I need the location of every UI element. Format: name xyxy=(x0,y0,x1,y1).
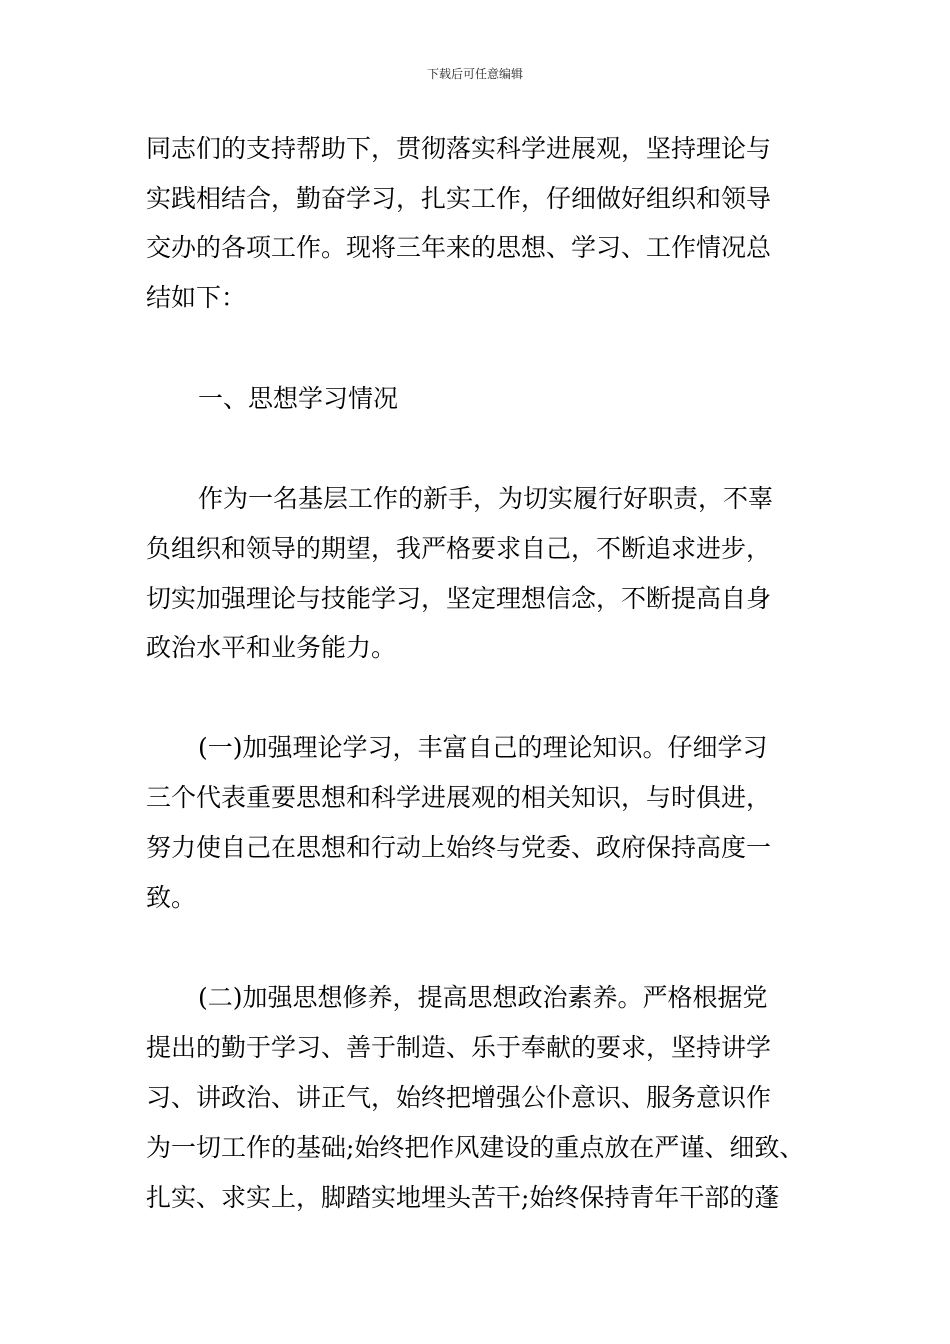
body-line-13: 致。 xyxy=(146,883,197,912)
body-line-4: 结如下： xyxy=(146,283,247,312)
body-line-3: 交办的各项工作。现将三年来的思想、学习、工作情况总 xyxy=(146,233,772,262)
body-line-2: 实践相结合，勤奋学习，扎实工作，仔细做好组织和领导 xyxy=(146,184,772,213)
body-line-15: 提出的勤于学习、善于制造、乐于奉献的要求，坚持讲学 xyxy=(146,1033,772,1062)
body-line-10: (一)加强理论学习，丰富自己的理论知识。仔细学习 xyxy=(198,733,768,762)
body-line-14: (二)加强思想修养，提高思想政治素养。严格根据党 xyxy=(198,983,768,1012)
section-heading-1: 一、思想学习情况 xyxy=(198,384,399,413)
body-line-12: 努力使自己在思想和行动上始终与党委、政府保持高度一 xyxy=(146,833,772,862)
body-line-7: 负组织和领导的期望，我严格要求自己，不断追求进步， xyxy=(146,534,772,563)
body-line-16: 习、讲政治、讲正气，始终把增强公仆意识、服务意识作 xyxy=(146,1083,772,1112)
body-line-9: 政治水平和业务能力。 xyxy=(146,633,397,662)
body-line-8: 切实加强理论与技能学习，坚定理想信念，不断提高自身 xyxy=(146,584,772,613)
body-line-6: 作为一名基层工作的新手，为切实履行好职责，不辜 xyxy=(198,484,774,513)
page-header: 下载后可任意编辑 xyxy=(426,67,523,81)
body-line-18: 扎实、求实上，脚踏实地埋头苦干;始终保持青年干部的蓬 xyxy=(146,1183,780,1212)
body-line-11: 三个代表重要思想和科学进展观的相关知识，与时俱进， xyxy=(146,783,772,812)
body-line-1: 同志们的支持帮助下，贯彻落实科学进展观，坚持理论与 xyxy=(146,134,772,163)
body-line-17: 为一切工作的基础;始终把作风建设的重点放在严谨、细致、 xyxy=(146,1133,805,1162)
